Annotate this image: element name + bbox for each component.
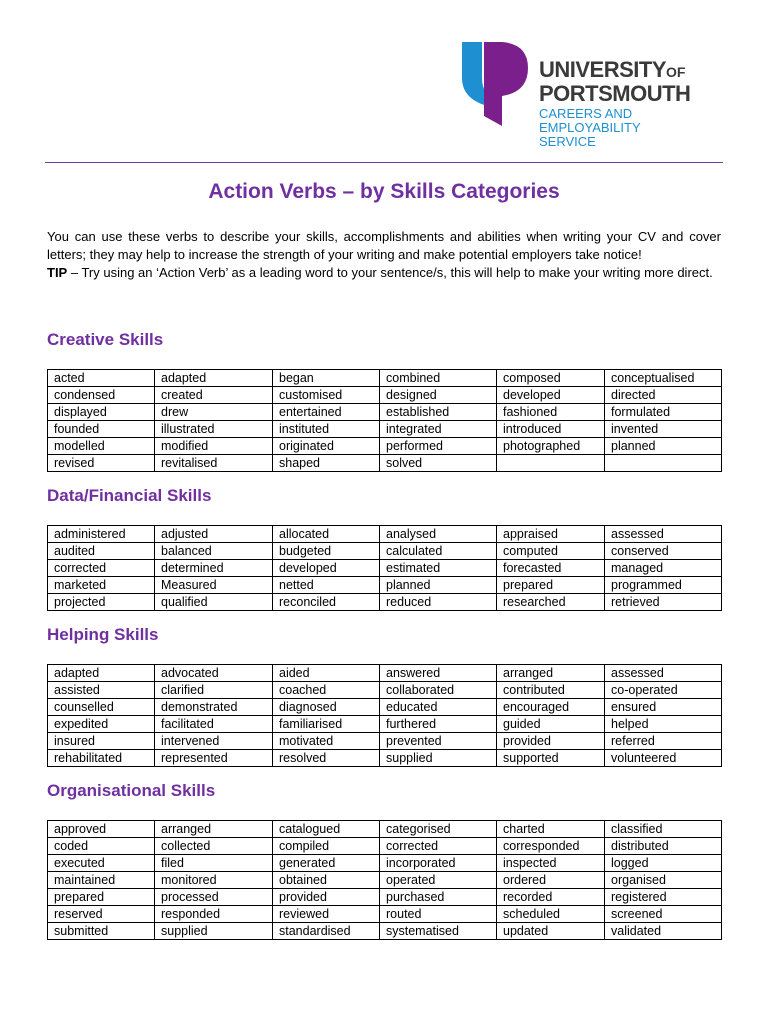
- verb-cell: corresponded: [497, 838, 605, 855]
- verb-cell: collected: [155, 838, 273, 855]
- section-heading-data-financial: Data/Financial Skills: [47, 486, 212, 505]
- verb-cell: prepared: [497, 577, 605, 594]
- verb-cell: monitored: [155, 872, 273, 889]
- logo-portsmouth: PORTSMOUTH: [539, 81, 691, 106]
- verb-cell: approved: [48, 821, 155, 838]
- tip-paragraph: [47, 264, 721, 282]
- intro-text: [47, 228, 721, 282]
- creative-skills-table: [47, 369, 722, 472]
- table-row: [48, 906, 722, 923]
- verb-cell: systematised: [380, 923, 497, 940]
- verb-cell: modelled: [48, 438, 155, 455]
- verb-cell: formulated: [605, 404, 722, 421]
- verb-cell: advocated: [155, 665, 273, 682]
- verb-cell: validated: [605, 923, 722, 940]
- verb-cell: reserved: [48, 906, 155, 923]
- verb-cell: maintained: [48, 872, 155, 889]
- intro-paragraph: You can use these verbs to describe your skills, accomplishments and abilities when writing your CV and cover letters; they may help to increase the strength of your writing and make potential employers take notice!: [47, 229, 721, 262]
- verb-cell: coached: [273, 682, 380, 699]
- verb-cell: clarified: [155, 682, 273, 699]
- logo-sub-2: EMPLOYABILITY: [539, 120, 641, 135]
- verb-cell: reconciled: [273, 594, 380, 611]
- verb-cell: retrieved: [605, 594, 722, 611]
- verb-cell: provided: [497, 733, 605, 750]
- verb-cell: collaborated: [380, 682, 497, 699]
- tip-label: TIP: [47, 265, 68, 280]
- university-logo: [462, 42, 698, 152]
- page-title: Action Verbs – by Skills Categories: [208, 180, 560, 203]
- verb-cell: qualified: [155, 594, 273, 611]
- verb-cell: insured: [48, 733, 155, 750]
- verb-cell: supplied: [155, 923, 273, 940]
- organisational-skills-table: [47, 820, 722, 940]
- verb-cell: diagnosed: [273, 699, 380, 716]
- logo-sub-3: SERVICE: [539, 134, 596, 149]
- verb-cell: appraised: [497, 526, 605, 543]
- verb-cell: programmed: [605, 577, 722, 594]
- verb-cell: customised: [273, 387, 380, 404]
- table-row: [48, 560, 722, 577]
- verb-cell: introduced: [497, 421, 605, 438]
- table-row: [48, 838, 722, 855]
- table-row: [48, 665, 722, 682]
- verb-cell: solved: [380, 455, 497, 472]
- verb-cell: aided: [273, 665, 380, 682]
- table-row: [48, 855, 722, 872]
- verb-cell: obtained: [273, 872, 380, 889]
- verb-cell: directed: [605, 387, 722, 404]
- table-row: [48, 370, 722, 387]
- verb-cell: assisted: [48, 682, 155, 699]
- verb-cell: estimated: [380, 560, 497, 577]
- verb-cell: managed: [605, 560, 722, 577]
- verb-cell: supplied: [380, 750, 497, 767]
- verb-cell: allocated: [273, 526, 380, 543]
- verb-cell: researched: [497, 594, 605, 611]
- verb-cell: filed: [155, 855, 273, 872]
- verb-cell: combined: [380, 370, 497, 387]
- verb-cell: furthered: [380, 716, 497, 733]
- verb-cell: drew: [155, 404, 273, 421]
- verb-cell: [605, 455, 722, 472]
- verb-cell: reduced: [380, 594, 497, 611]
- verb-cell: guided: [497, 716, 605, 733]
- verb-cell: scheduled: [497, 906, 605, 923]
- verb-cell: submitted: [48, 923, 155, 940]
- verb-cell: rehabilitated: [48, 750, 155, 767]
- table-row: [48, 872, 722, 889]
- verb-cell: adjusted: [155, 526, 273, 543]
- table-row: [48, 387, 722, 404]
- verb-cell: developed: [273, 560, 380, 577]
- verb-cell: forecasted: [497, 560, 605, 577]
- verb-cell: prepared: [48, 889, 155, 906]
- verb-cell: planned: [605, 438, 722, 455]
- data-financial-skills-table: [47, 525, 722, 611]
- verb-cell: purchased: [380, 889, 497, 906]
- verb-cell: developed: [497, 387, 605, 404]
- verb-cell: encouraged: [497, 699, 605, 716]
- verb-cell: modified: [155, 438, 273, 455]
- verb-cell: computed: [497, 543, 605, 560]
- verb-cell: analysed: [380, 526, 497, 543]
- verb-cell: projected: [48, 594, 155, 611]
- verb-cell: illustrated: [155, 421, 273, 438]
- verb-cell: logged: [605, 855, 722, 872]
- verb-cell: inspected: [497, 855, 605, 872]
- verb-cell: routed: [380, 906, 497, 923]
- verb-cell: entertained: [273, 404, 380, 421]
- verb-cell: balanced: [155, 543, 273, 560]
- verb-cell: revised: [48, 455, 155, 472]
- table-row: [48, 682, 722, 699]
- verb-cell: corrected: [48, 560, 155, 577]
- verb-cell: corrected: [380, 838, 497, 855]
- verb-cell: resolved: [273, 750, 380, 767]
- verb-cell: expedited: [48, 716, 155, 733]
- tip-text: – Try using an ‘Action Verb’ as a leading word to your sentence/s, this will help to make your writing more direct.: [67, 265, 713, 280]
- verb-cell: processed: [155, 889, 273, 906]
- verb-cell: incorporated: [380, 855, 497, 872]
- verb-cell: performed: [380, 438, 497, 455]
- verb-cell: photographed: [497, 438, 605, 455]
- verb-cell: instituted: [273, 421, 380, 438]
- logo-sub-1: CAREERS AND: [539, 106, 633, 121]
- table-row: [48, 923, 722, 940]
- verb-cell: ordered: [497, 872, 605, 889]
- verb-cell: motivated: [273, 733, 380, 750]
- table-row: [48, 577, 722, 594]
- verb-cell: facilitated: [155, 716, 273, 733]
- table-row: [48, 750, 722, 767]
- verb-cell: conserved: [605, 543, 722, 560]
- verb-cell: prevented: [380, 733, 497, 750]
- section-heading-organisational: Organisational Skills: [47, 781, 216, 800]
- verb-cell: adapted: [48, 665, 155, 682]
- verb-cell: arranged: [155, 821, 273, 838]
- section-heading-creative: Creative Skills: [47, 330, 164, 349]
- verb-cell: provided: [273, 889, 380, 906]
- verb-cell: contributed: [497, 682, 605, 699]
- table-row: [48, 438, 722, 455]
- verb-cell: demonstrated: [155, 699, 273, 716]
- verb-cell: answered: [380, 665, 497, 682]
- verb-cell: revitalised: [155, 455, 273, 472]
- verb-cell: established: [380, 404, 497, 421]
- verb-cell: fashioned: [497, 404, 605, 421]
- verb-cell: composed: [497, 370, 605, 387]
- table-row: [48, 821, 722, 838]
- verb-cell: integrated: [380, 421, 497, 438]
- verb-cell: intervened: [155, 733, 273, 750]
- verb-cell: co-operated: [605, 682, 722, 699]
- verb-cell: created: [155, 387, 273, 404]
- verb-cell: designed: [380, 387, 497, 404]
- table-row: [48, 421, 722, 438]
- verb-cell: shaped: [273, 455, 380, 472]
- logo-university-name: UNIVERSITYOF: [539, 57, 686, 82]
- verb-cell: arranged: [497, 665, 605, 682]
- verb-cell: assessed: [605, 526, 722, 543]
- verb-cell: marketed: [48, 577, 155, 594]
- verb-cell: responded: [155, 906, 273, 923]
- verb-cell: distributed: [605, 838, 722, 855]
- verb-cell: calculated: [380, 543, 497, 560]
- verb-cell: screened: [605, 906, 722, 923]
- table-row: [48, 889, 722, 906]
- verb-cell: conceptualised: [605, 370, 722, 387]
- verb-cell: represented: [155, 750, 273, 767]
- verb-cell: reviewed: [273, 906, 380, 923]
- verb-cell: volunteered: [605, 750, 722, 767]
- verb-cell: Measured: [155, 577, 273, 594]
- verb-cell: audited: [48, 543, 155, 560]
- helping-skills-table: [47, 664, 722, 767]
- verb-cell: invented: [605, 421, 722, 438]
- table-row: [48, 455, 722, 472]
- verb-cell: netted: [273, 577, 380, 594]
- verb-cell: adapted: [155, 370, 273, 387]
- verb-cell: helped: [605, 716, 722, 733]
- verb-cell: categorised: [380, 821, 497, 838]
- verb-cell: catalogued: [273, 821, 380, 838]
- verb-cell: ensured: [605, 699, 722, 716]
- verb-cell: operated: [380, 872, 497, 889]
- portsmouth-logo-mark: [462, 42, 530, 126]
- verb-cell: classified: [605, 821, 722, 838]
- verb-cell: standardised: [273, 923, 380, 940]
- verb-cell: compiled: [273, 838, 380, 855]
- verb-cell: registered: [605, 889, 722, 906]
- section-heading-helping: Helping Skills: [47, 625, 159, 644]
- verb-cell: budgeted: [273, 543, 380, 560]
- verb-cell: referred: [605, 733, 722, 750]
- verb-cell: condensed: [48, 387, 155, 404]
- table-row: [48, 543, 722, 560]
- verb-cell: founded: [48, 421, 155, 438]
- verb-cell: began: [273, 370, 380, 387]
- table-row: [48, 699, 722, 716]
- verb-cell: supported: [497, 750, 605, 767]
- verb-cell: familiarised: [273, 716, 380, 733]
- verb-cell: executed: [48, 855, 155, 872]
- verb-cell: administered: [48, 526, 155, 543]
- verb-cell: counselled: [48, 699, 155, 716]
- verb-cell: recorded: [497, 889, 605, 906]
- verb-cell: planned: [380, 577, 497, 594]
- verb-cell: generated: [273, 855, 380, 872]
- verb-cell: updated: [497, 923, 605, 940]
- verb-cell: acted: [48, 370, 155, 387]
- table-row: [48, 594, 722, 611]
- verb-cell: [497, 455, 605, 472]
- table-row: [48, 404, 722, 421]
- verb-cell: assessed: [605, 665, 722, 682]
- verb-cell: educated: [380, 699, 497, 716]
- header-divider: [45, 162, 723, 163]
- verb-cell: coded: [48, 838, 155, 855]
- verb-cell: originated: [273, 438, 380, 455]
- table-row: [48, 526, 722, 543]
- verb-cell: charted: [497, 821, 605, 838]
- verb-cell: displayed: [48, 404, 155, 421]
- verb-cell: organised: [605, 872, 722, 889]
- table-row: [48, 716, 722, 733]
- table-row: [48, 733, 722, 750]
- verb-cell: determined: [155, 560, 273, 577]
